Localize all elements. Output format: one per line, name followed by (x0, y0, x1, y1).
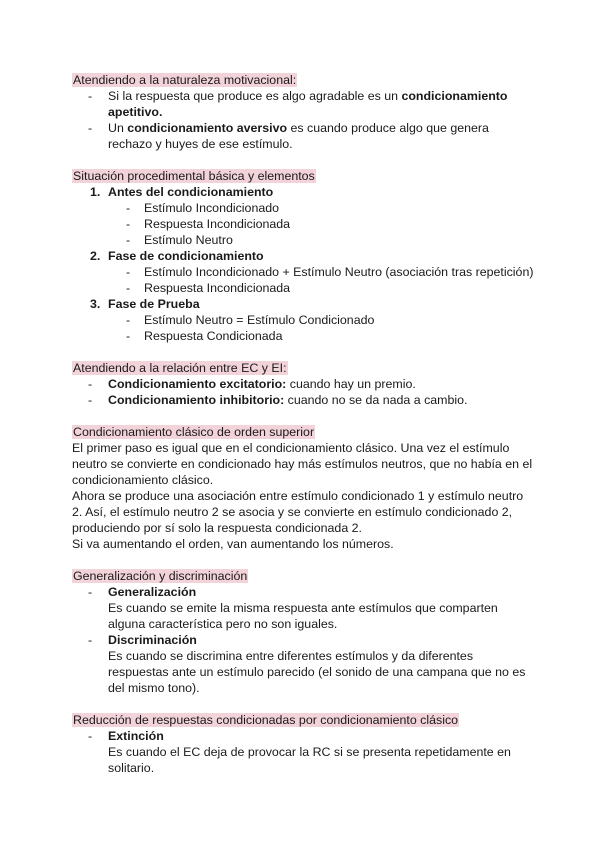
phase-title: 3. Fase de Prueba (90, 297, 200, 311)
section-heading-ec-ei: Atendiendo a la relación entre EC y EI: (73, 361, 287, 375)
paragraph: Ahora se produce una asociación entre estímulo condicionado 1 y estímulo neutro 2. Así, el estímulo neutro 2 se asocia y se convierte en estímulo condicionado 2, produciendo por sí solo la respuesta condicionada 2. (72, 489, 524, 535)
paragraph: El primer paso es igual que en el condicionamiento clásico. Una vez el estímulo neutro se convierte en condicionado hay más estímulos neutros, que no había en el condicionamiento clásico. (72, 441, 533, 487)
list-item: - Un condicionamiento aversivo es cuando produce algo que genera rechazo y huyes de ese estímulo. (72, 120, 534, 152)
section-heading-generalizacion: Generalización y discriminación (73, 569, 248, 583)
list-item: - Si la respuesta que produce es algo agradable es un condicionamiento apetitivo. (72, 88, 534, 120)
list-item: - Generalización (72, 584, 534, 600)
section-heading-procedimental: Situación procedimental básica y elementos (73, 169, 315, 183)
list-item: - Condicionamiento excitatorio: cuando hay un premio. (72, 376, 534, 392)
phase-title: 2. Fase de condicionamiento (90, 249, 264, 263)
list-item: - Estímulo Incondicionado + Estímulo Neutro (asociación tras repetición) (72, 264, 534, 280)
item-description: Es cuando se discrimina entre diferentes estímulos y da diferentes respuestas ante un estímulo parecido (el sonido de una campana que no es del mismo tono). (108, 649, 526, 695)
list-item: - Estímulo Neutro (72, 232, 534, 248)
list-item: - Extinción (72, 728, 534, 744)
item-description: Es cuando se emite la misma respuesta ante estímulos que comparten alguna característica pero no son iguales. (108, 601, 498, 631)
phase-title: 1. Antes del condicionamiento (90, 185, 274, 199)
list-item: - Respuesta Incondicionada (72, 216, 534, 232)
list-item: - Respuesta Condicionada (72, 328, 534, 344)
paragraph: Si va aumentando el orden, van aumentando los números. (72, 537, 394, 551)
list-item: - Condicionamiento inhibitorio: cuando no se da nada a cambio. (72, 392, 534, 408)
section-heading-motivacional: Atendiendo a la naturaleza motivacional: (73, 73, 297, 87)
document-page (72, 72, 534, 776)
list-item: - Estímulo Incondicionado (72, 200, 534, 216)
list-item: - Estímulo Neutro = Estímulo Condicionado (72, 312, 534, 328)
list-item: - Respuesta Incondicionada (72, 280, 534, 296)
list-item: - Discriminación (72, 632, 534, 648)
section-heading-reduccion: Reducción de respuestas condicionadas por condicionamiento clásico (73, 713, 459, 727)
section-heading-orden-superior: Condicionamiento clásico de orden superior (73, 425, 315, 439)
item-description: Es cuando el EC deja de provocar la RC si se presenta repetidamente en solitario. (108, 745, 511, 775)
